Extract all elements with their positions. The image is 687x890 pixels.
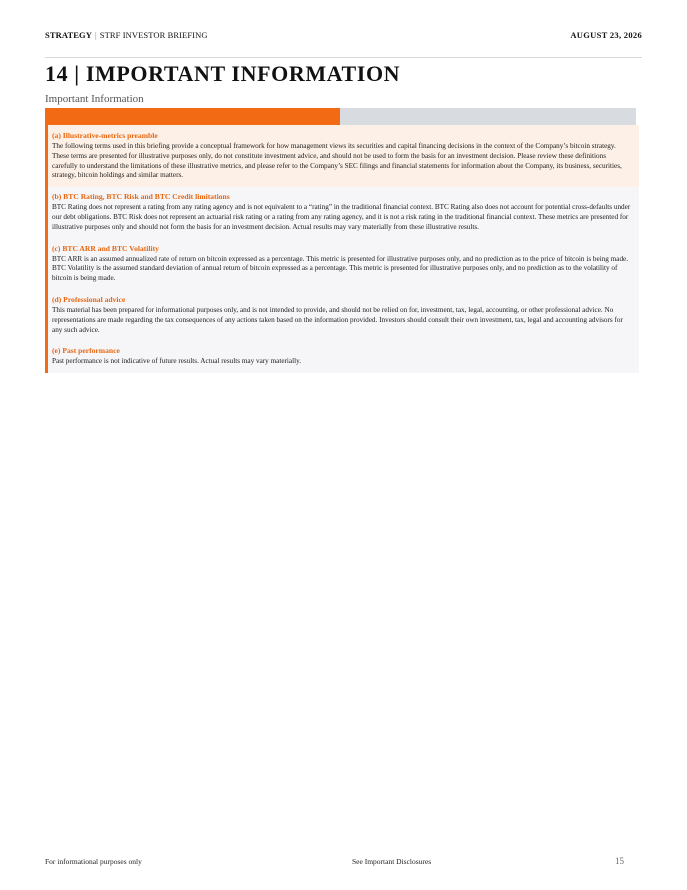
section-heading: (e) Past performance — [52, 346, 120, 356]
page-subtitle: Important Information — [45, 93, 144, 105]
header-divider — [45, 57, 642, 58]
section-body: BTC Rating does not represent a rating from any rating agency and is not equivalent to a “rating” in the traditional financial context. BTC Rating also does not account for potential cross-defaults under our debt obligations. BTC Risk does not represent an actuarial risk rating or a rating from any rating agency, and it is not a risk rating in the traditional financial context. These metrics are presented for illustrative purposes only and should not form the basis for an investment decision. Actual results may vary materially from these illustrative results. — [52, 203, 631, 231]
section-body: The following terms used in this briefing provide a conceptual framework for how management views its securities and capital financing decisions in the context of the Company’s bitcoin strategy. These terms are presented for illustrative purposes only, do not constitute investment advice, and should not be used to form the basis for an investment decision. Please review these definitions carefully to understand the limitations of these illustrative metrics, and please refer to the Company’s SEC filings and financial statements for information about the Company, its business, securities, strategy, bitcoin holdings and similar matters. — [52, 142, 622, 180]
section-heading: (a) Illustrative-metrics preamble — [52, 131, 158, 140]
header-separator: | — [94, 30, 97, 40]
disclosure-section-d — [48, 290, 639, 341]
section-heading: (c) BTC ARR and BTC Volatility — [52, 243, 159, 253]
page-title: 14 | IMPORTANT INFORMATION — [45, 61, 401, 86]
section-body: This material has been prepared for informational purposes only, and is not intended to provide, and should not be relied on for, investment, tax, legal, accounting, or other professional advice. No representations are made regarding the tax consequences of any actions taken based on the information provided. Investors should consult their own investment, tax, legal and accounting advisors for any such advice. — [52, 305, 623, 334]
footer-note: For informational purposes only — [45, 857, 142, 866]
disclosure-section-b — [48, 187, 639, 238]
disclosure-section-c — [48, 239, 639, 290]
brand-name: STRATEGY — [45, 30, 92, 40]
disclosure-section-a — [48, 125, 639, 187]
disclosure-section-e — [48, 341, 639, 373]
page-number: 15 — [615, 856, 624, 866]
header-left — [45, 30, 208, 40]
section-body: BTC ARR is an assumed annualized rate of return on bitcoin expressed as a percentage. This metric is presented for illustrative purposes only, and no prediction as to the price of bitcoin is being made. BTC Volatility is the assumed standard deviation of annual return of bitcoin expressed as a percentage. This metric is presented for illustrative purposes only, and no prediction as to the volatility of bitcoin is being made. — [52, 254, 629, 283]
accent-bar-orange — [45, 108, 340, 125]
footer-disclosures-link: See Important Disclosures — [352, 857, 432, 866]
section-body: Past performance is not indicative of future results. Actual results may vary materially. — [52, 357, 302, 366]
accent-bar-gray — [340, 108, 636, 125]
document-title: STRF INVESTOR BRIEFING — [99, 30, 208, 40]
section-accent-bar — [45, 108, 636, 125]
disclosures-panel — [45, 125, 639, 373]
section-heading: (d) Professional advice — [52, 294, 126, 304]
section-heading: (b) BTC Rating, BTC Risk and BTC Credit limitations — [52, 192, 230, 202]
page-header — [45, 30, 642, 44]
header-date: AUGUST 23, 2026 — [570, 30, 642, 40]
